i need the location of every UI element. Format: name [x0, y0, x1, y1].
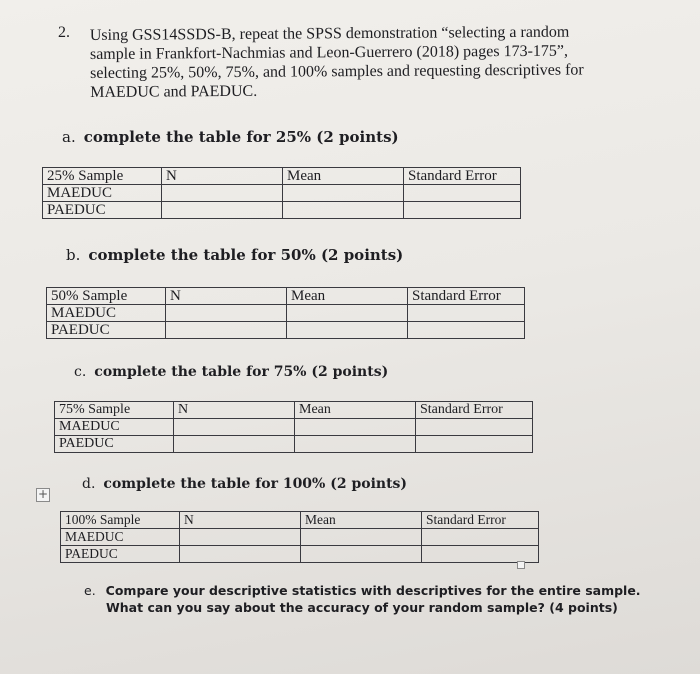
row-label: PAEDUC [43, 202, 162, 219]
header-standard-error: Standard Error [422, 512, 539, 529]
table-50-percent [46, 287, 525, 339]
header-sample: 50% Sample [47, 288, 166, 305]
header-mean: Mean [283, 168, 404, 185]
part-letter: e. [84, 583, 96, 598]
cell-standard-error[interactable] [422, 529, 539, 546]
row-label: MAEDUC [47, 305, 166, 322]
question-line: sample in Frankfort-Nachmias and Leon-Guerrero (2018) pages 173-175”, [89, 42, 569, 63]
cell-n[interactable] [166, 305, 287, 322]
header-sample: 100% Sample [61, 512, 180, 529]
table-row [47, 305, 525, 322]
cell-standard-error[interactable] [416, 419, 533, 436]
cell-n[interactable] [174, 419, 295, 436]
part-instruction: complete the table for 75% (2 points) [94, 364, 389, 380]
part-a-heading [62, 128, 399, 146]
header-mean: Mean [301, 512, 422, 529]
part-letter: a. [62, 128, 76, 146]
table-25-percent [42, 167, 521, 219]
row-label: MAEDUC [43, 185, 162, 202]
table-row [61, 529, 539, 546]
header-standard-error: Standard Error [416, 402, 533, 419]
cell-n[interactable] [174, 436, 295, 453]
table-row [55, 436, 533, 453]
table-row [55, 419, 533, 436]
table-row [47, 322, 525, 339]
cell-mean[interactable] [287, 305, 408, 322]
cell-n[interactable] [180, 546, 301, 563]
question-line: Using GSS14SSDS-B, repeat the SPSS demonstration “selecting a random [89, 23, 570, 44]
part-letter: d. [82, 476, 96, 492]
row-label: MAEDUC [61, 529, 180, 546]
row-label: MAEDUC [55, 419, 174, 436]
cell-standard-error[interactable] [416, 436, 533, 453]
row-label: PAEDUC [61, 546, 180, 563]
part-instruction: complete the table for 25% (2 points) [83, 128, 399, 146]
part-letter: b. [66, 246, 81, 264]
question-line: selecting 25%, 50%, 75%, and 100% samples and requesting descriptives for [90, 61, 584, 82]
header-n: N [180, 512, 301, 529]
part-d-heading [82, 476, 407, 492]
row-label: PAEDUC [55, 436, 174, 453]
row-label: PAEDUC [47, 322, 166, 339]
part-e-line: What can you say about the accuracy of your random sample? (4 points) [106, 600, 618, 615]
part-instruction: complete the table for 100% (2 points) [103, 476, 408, 492]
part-b-heading [66, 246, 403, 264]
table-row [61, 546, 539, 563]
question-line: MAEDUC and PAEDUC. [90, 82, 258, 101]
cell-n[interactable] [162, 185, 283, 202]
part-letter: c. [74, 364, 87, 380]
cell-n[interactable] [180, 529, 301, 546]
header-standard-error: Standard Error [404, 168, 521, 185]
part-instruction: complete the table for 50% (2 points) [88, 246, 404, 264]
header-n: N [166, 288, 287, 305]
cell-standard-error[interactable] [422, 546, 539, 563]
cell-mean[interactable] [287, 322, 408, 339]
cell-mean[interactable] [283, 202, 404, 219]
cell-mean[interactable] [301, 546, 422, 563]
cell-n[interactable] [162, 202, 283, 219]
cell-mean[interactable] [295, 436, 416, 453]
cell-mean[interactable] [283, 185, 404, 202]
cell-standard-error[interactable] [408, 305, 525, 322]
table-100-percent [60, 511, 539, 563]
part-e-text [84, 582, 644, 616]
part-e-line: Compare your descriptive statistics with descriptives for the entire sample. [105, 583, 641, 598]
header-n: N [162, 168, 283, 185]
table-header-row [55, 402, 533, 419]
cell-standard-error[interactable] [404, 202, 521, 219]
table-header-row [61, 512, 539, 529]
part-c-heading [74, 364, 388, 380]
header-mean: Mean [287, 288, 408, 305]
table-75-percent [54, 401, 533, 453]
table-header-row [43, 168, 521, 185]
cell-standard-error[interactable] [408, 322, 525, 339]
cell-standard-error[interactable] [404, 185, 521, 202]
header-sample: 75% Sample [55, 402, 174, 419]
question-text [90, 22, 651, 102]
header-standard-error: Standard Error [408, 288, 525, 305]
table-row [43, 185, 521, 202]
table-move-handle-icon[interactable]: + [37, 487, 49, 501]
header-n: N [174, 402, 295, 419]
table-resize-handle-icon[interactable] [517, 561, 525, 569]
header-mean: Mean [295, 402, 416, 419]
cell-n[interactable] [166, 322, 287, 339]
cell-mean[interactable] [301, 529, 422, 546]
question-number: 2. [58, 24, 70, 41]
table-header-row [47, 288, 525, 305]
header-sample: 25% Sample [43, 168, 162, 185]
table-row [43, 202, 521, 219]
cell-mean[interactable] [295, 419, 416, 436]
